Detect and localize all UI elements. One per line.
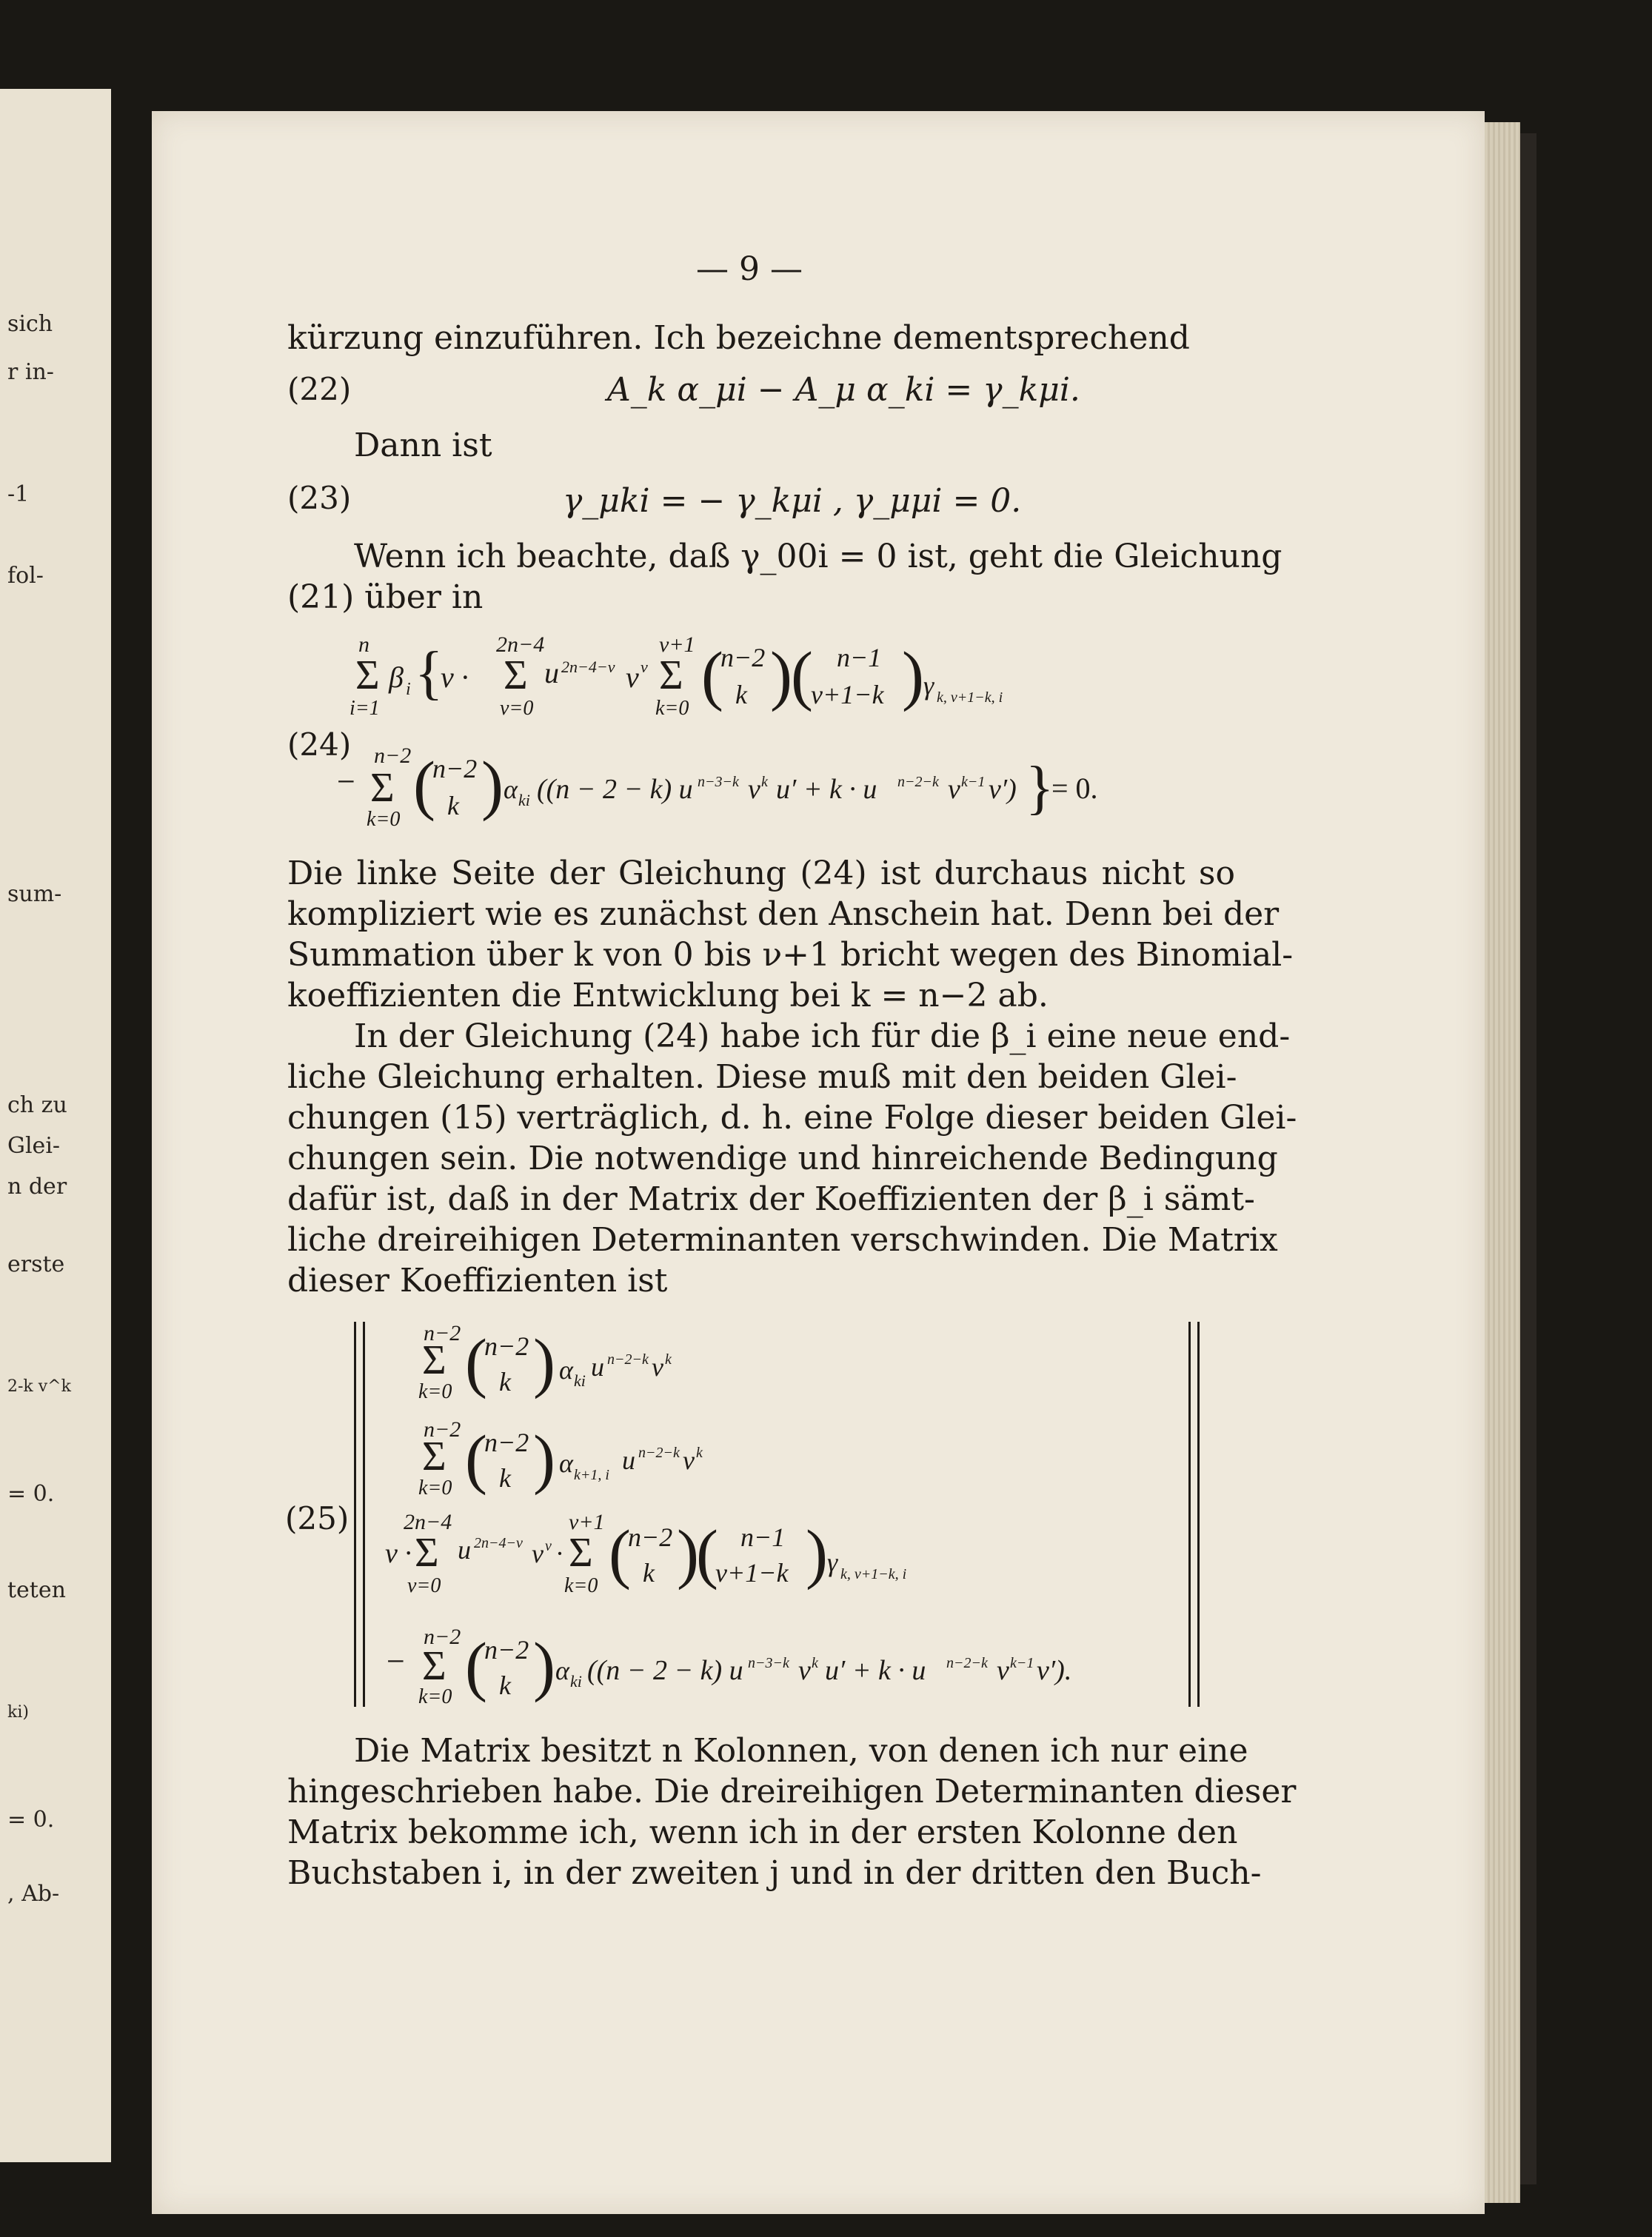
text-line: kürzung einzuführen. Ich bezeichne dementsprechend: [287, 319, 1190, 357]
svg-text:ν=0: ν=0: [500, 697, 534, 720]
svg-text:2n−4−ν: 2n−4−ν: [561, 658, 615, 676]
svg-text:): ): [481, 749, 504, 822]
svg-text:i: i: [406, 680, 411, 699]
svg-text:k: k: [643, 1558, 655, 1588]
svg-text:k=0: k=0: [418, 1685, 452, 1708]
equation-number: (24): [287, 726, 352, 763]
svg-text:): ): [533, 1422, 555, 1496]
matrix-bar: [1197, 1322, 1200, 1707]
svg-text:k: k: [499, 1367, 511, 1397]
margin-fragment: fol-: [7, 563, 44, 589]
svg-text:k: k: [696, 1445, 703, 1461]
svg-text:v: v: [948, 774, 960, 805]
svg-text:n−1: n−1: [740, 1522, 786, 1552]
margin-fragment: = 0.: [7, 1481, 55, 1507]
svg-text:(: (: [696, 1517, 718, 1591]
equation-22-text: A_k α_μi − A_μ α_ki = γ_kμi.: [607, 371, 1080, 409]
svg-text:v ·: v ·: [385, 1538, 412, 1569]
svg-text:k: k: [447, 791, 459, 820]
svg-text:n−2−k: n−2−k: [946, 1655, 988, 1671]
text-line: dafür ist, daß in der Matrix der Koeffizienten der β_i sämt-: [287, 1180, 1255, 1218]
svg-text:α: α: [555, 1656, 569, 1685]
svg-text:n−2: n−2: [484, 1428, 529, 1457]
svg-text:k: k: [812, 1655, 818, 1671]
svg-text:γ: γ: [923, 671, 934, 700]
svg-text:α: α: [504, 775, 518, 804]
svg-text:v: v: [748, 774, 760, 805]
margin-fragment: ch zu: [7, 1092, 67, 1118]
svg-text:k=0: k=0: [655, 697, 689, 720]
text-line: liche Gleichung erhalten. Diese muß mit den beiden Glei-: [287, 1058, 1237, 1096]
equation-number: (22): [287, 371, 352, 407]
text-line: hingeschrieben habe. Die dreireihigen Determinanten dieser: [287, 1773, 1297, 1810]
matrix-bar: [354, 1322, 356, 1707]
svg-text:v: v: [798, 1655, 811, 1686]
margin-fragment: ki): [7, 1703, 29, 1722]
svg-text:((n − 2 − k) u: ((n − 2 − k) u: [587, 1655, 743, 1686]
svg-text:): ): [806, 1517, 828, 1591]
svg-text:}: }: [1026, 755, 1054, 820]
text-line: Die Matrix besitzt n Kolonnen, von denen ich nur eine: [354, 1732, 1248, 1770]
svg-text:k+1, i: k+1, i: [574, 1467, 609, 1483]
text-line: Matrix bekomme ich, wenn ich in der ersten Kolonne den: [287, 1813, 1238, 1851]
svg-text:ν=0: ν=0: [407, 1574, 441, 1597]
svg-text:): ): [902, 639, 924, 712]
svg-text:ν+1: ν+1: [569, 1510, 605, 1534]
svg-text:(: (: [465, 1422, 487, 1496]
equation-24: [333, 629, 1259, 844]
svg-text:Σ: Σ: [569, 1530, 593, 1576]
text-line: dieser Koeffizienten ist: [287, 1262, 668, 1300]
svg-text:v: v: [997, 1655, 1009, 1686]
svg-text:n: n: [358, 632, 369, 657]
svg-text:α: α: [559, 1448, 573, 1478]
matrix-bar: [1188, 1322, 1191, 1707]
svg-text:): ): [533, 1326, 555, 1400]
svg-text:n−2−k: n−2−k: [897, 774, 939, 790]
text-line: chungen (15) verträglich, d. h. eine Folge dieser beiden Glei-: [287, 1099, 1297, 1137]
svg-text:u′ + k · u: u′ + k · u: [825, 1655, 926, 1686]
svg-text:−: −: [337, 763, 355, 800]
svg-text:2n−4: 2n−4: [404, 1510, 452, 1534]
svg-text:= 0.: = 0.: [1051, 772, 1098, 805]
margin-fragment: = 0.: [7, 1807, 55, 1833]
svg-text:k=0: k=0: [418, 1477, 452, 1499]
equation-number: (23): [287, 480, 352, 516]
text-line: Buchstaben i, in der zweiten j und in der dritten den Buch-: [287, 1854, 1262, 1892]
margin-fragment: -1: [7, 481, 30, 507]
svg-text:β: β: [389, 661, 404, 694]
svg-text:n−3−k: n−3−k: [748, 1655, 789, 1671]
svg-text:(: (: [465, 1326, 487, 1400]
svg-text:i=1: i=1: [350, 697, 380, 720]
svg-text:Σ: Σ: [422, 1643, 447, 1689]
svg-text:(: (: [701, 639, 723, 712]
svg-text:α: α: [559, 1355, 573, 1385]
svg-text:): ): [677, 1517, 699, 1591]
matrix-bar: [363, 1322, 365, 1707]
margin-fragment: r in-: [7, 359, 54, 385]
svg-text:k=0: k=0: [564, 1574, 598, 1597]
svg-text:ν: ν: [545, 1538, 552, 1554]
svg-text:u: u: [544, 656, 559, 689]
svg-text:n−1: n−1: [837, 643, 882, 672]
svg-text:k: k: [735, 680, 747, 709]
text-line: In der Gleichung (24) habe ich für die β_i eine neue end-: [354, 1017, 1291, 1055]
svg-text:2n−4−ν: 2n−4−ν: [474, 1535, 523, 1551]
svg-text:n−2: n−2: [720, 643, 766, 672]
svg-text:): ): [770, 639, 792, 712]
svg-text:u′ + k · u: u′ + k · u: [776, 774, 877, 805]
svg-text:Σ: Σ: [415, 1530, 439, 1576]
margin-fragment: , Ab-: [7, 1881, 60, 1907]
equation-number: (25): [285, 1500, 350, 1537]
margin-fragment: sum-: [7, 881, 62, 907]
svg-text:{: {: [415, 641, 444, 706]
svg-text:ν+1: ν+1: [659, 632, 695, 657]
equation-23: γ_μki = − γ_kμi , γ_μμi = 0.: [563, 482, 1022, 520]
svg-text:k: k: [761, 774, 768, 790]
svg-text:k: k: [665, 1351, 672, 1368]
svg-text:v: v: [652, 1352, 663, 1382]
margin-fragment: sich: [7, 311, 53, 337]
text-line: Dann ist: [354, 427, 492, 464]
svg-text:((n − 2 − k) u: ((n − 2 − k) u: [537, 774, 693, 805]
book-cover-edge: [1520, 133, 1536, 2184]
svg-text:k=0: k=0: [367, 808, 401, 831]
svg-text:n−2: n−2: [424, 1417, 461, 1442]
equation-22: [607, 371, 1080, 409]
svg-text:(: (: [465, 1630, 487, 1703]
margin-fragment: teten: [7, 1577, 66, 1603]
svg-text:Σ: Σ: [370, 765, 395, 811]
svg-text:Σ: Σ: [504, 652, 528, 698]
svg-text:): ): [533, 1630, 555, 1703]
text-line: chungen sein. Die notwendige und hinreichende Bedingung: [287, 1140, 1278, 1177]
text-line: Summation über k von 0 bis ν+1 bricht wegen des Binomial-: [287, 936, 1294, 974]
svg-text:−: −: [387, 1643, 405, 1679]
svg-text:(: (: [413, 749, 435, 822]
text-line: Die linke Seite der Gleichung (24) ist durchaus nicht so: [287, 855, 1235, 892]
svg-text:ki: ki: [518, 791, 530, 809]
svg-text:n−2−k: n−2−k: [638, 1445, 680, 1461]
svg-text:k: k: [499, 1463, 511, 1493]
svg-text:Σ: Σ: [355, 652, 380, 698]
margin-fragment: 2-k v^k: [7, 1377, 71, 1396]
text-line: liche dreireihigen Determinanten verschwinden. Die Matrix: [287, 1221, 1278, 1259]
svg-text:n−2: n−2: [374, 743, 412, 768]
svg-text:ν+1−k: ν+1−k: [715, 1558, 789, 1588]
svg-text:·: ·: [555, 1539, 564, 1568]
equation-25-matrix: [370, 1318, 1185, 1711]
svg-text:n−2: n−2: [484, 1331, 529, 1361]
svg-text:u: u: [458, 1535, 471, 1565]
svg-text:ν+1−k: ν+1−k: [811, 680, 884, 709]
svg-text:n−2−k: n−2−k: [607, 1351, 649, 1368]
svg-text:v ·: v ·: [441, 661, 469, 694]
svg-text:v: v: [532, 1539, 544, 1568]
svg-text:n−2: n−2: [424, 1321, 461, 1345]
margin-fragment: erste: [7, 1251, 65, 1277]
svg-text:v: v: [626, 661, 639, 694]
text-line: Wenn ich beachte, daß γ_00i = 0 ist, geht die Gleichung: [354, 538, 1283, 575]
svg-text:n−2: n−2: [432, 754, 478, 783]
margin-fragment: Glei-: [7, 1133, 61, 1159]
left-page-strip: [0, 89, 111, 2162]
svg-text:(: (: [791, 639, 813, 712]
svg-text:(: (: [609, 1517, 631, 1591]
svg-text:k=0: k=0: [418, 1380, 452, 1403]
svg-text:Σ: Σ: [422, 1337, 447, 1383]
svg-text:Σ: Σ: [659, 652, 683, 698]
svg-text:u: u: [591, 1352, 604, 1382]
svg-text:n−2: n−2: [484, 1635, 529, 1665]
svg-text:u: u: [622, 1445, 635, 1475]
svg-text:v: v: [683, 1445, 695, 1475]
svg-text:ν: ν: [641, 658, 648, 676]
svg-text:Σ: Σ: [422, 1434, 447, 1479]
svg-text:v′).: v′).: [1037, 1655, 1072, 1686]
svg-text:ki: ki: [570, 1672, 582, 1691]
svg-text:γ: γ: [827, 1548, 838, 1577]
page-number: — 9 —: [696, 250, 803, 288]
svg-text:n−2: n−2: [628, 1522, 673, 1552]
svg-text:k−1: k−1: [961, 774, 986, 790]
svg-text:ki: ki: [574, 1371, 586, 1390]
text-line: koeffizienten die Entwicklung bei k = n−2 ab.: [287, 977, 1049, 1014]
svg-text:n−2: n−2: [424, 1625, 461, 1649]
svg-text:k: k: [499, 1671, 511, 1700]
svg-text:k−1: k−1: [1010, 1655, 1034, 1671]
svg-text:v′): v′): [989, 774, 1017, 805]
svg-text:n−3−k: n−3−k: [698, 774, 739, 790]
text-line: (21) über in: [287, 578, 484, 616]
svg-text:k, ν+1−k, i: k, ν+1−k, i: [937, 689, 1003, 706]
page-edges: [1485, 122, 1520, 2203]
svg-text:2n−4: 2n−4: [496, 632, 545, 657]
margin-fragment: n der: [7, 1174, 67, 1200]
text-line: kompliziert wie es zunächst den Anschein hat. Denn bei der: [287, 895, 1280, 933]
svg-text:k, ν+1−k, i: k, ν+1−k, i: [840, 1566, 907, 1582]
